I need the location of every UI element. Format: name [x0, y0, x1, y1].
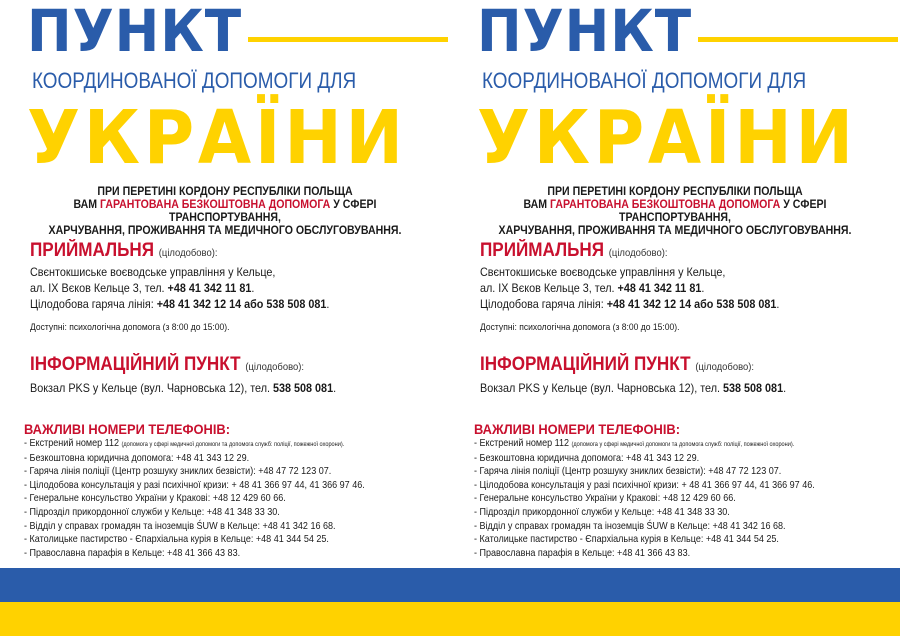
- phones-list-item: - Цілодобова консультація у разі психічної кризи: + 48 41 366 97 44, 41 366 97 46.: [474, 478, 815, 491]
- flag-yellow-stripe: [0, 602, 900, 636]
- reception-available: Доступні: психологічна допомога (з 8:00 до 15:00).: [30, 322, 230, 333]
- phones-list-item: - Відділ у справах громадян та іноземців ŚUW в Кельце: +48 41 342 16 68.: [474, 519, 786, 532]
- phones-list-item: - Гаряча лінія поліції (Центр розшуку зниклих безвісти): +48 47 72 123 07.: [24, 465, 332, 478]
- heading-yellow-bar: [698, 37, 898, 42]
- heading-word-punkt: ПУНКТ: [477, 0, 693, 65]
- info-point-details: Вокзал PKS у Кельце (вул. Чарновська 12), тел. 538 508 081.: [480, 381, 787, 395]
- poster-right: [450, 0, 900, 568]
- flag-blue-stripe: [0, 568, 900, 602]
- heading-yellow-bar: [248, 37, 448, 42]
- phones-list-item: - Католицьке пастирство - Єпархіальна курія в Кельце: +48 41 344 54 25.: [24, 533, 329, 546]
- heading-word-ukrainy: УКРАЇНИ: [477, 95, 857, 181]
- reception-available: Доступні: психологічна допомога (з 8:00 до 15:00).: [480, 322, 680, 333]
- info-point-details: Вокзал PKS у Кельце (вул. Чарновська 12), тел. 538 508 081.: [30, 381, 337, 395]
- heading-subtitle: КООРДИНОВАНОЇ ДОПОМОГИ ДЛЯ: [482, 68, 807, 93]
- phones-list-item: - Безкоштовна юридична допомога: +48 41 343 12 29.: [474, 451, 700, 464]
- phones-list: [24, 437, 365, 560]
- heading-word-punkt: ПУНКТ: [27, 0, 243, 65]
- info-point-title: ІНФОРМАЦІЙНИЙ ПУНКТ (цілодобово):: [480, 354, 755, 375]
- phones-title: ВАЖЛИВІ НОМЕРИ ТЕЛЕФОНІВ:: [24, 421, 230, 437]
- phones-list-item: - Відділ у справах громадян та іноземців ŚUW в Кельце: +48 41 342 16 68.: [24, 519, 336, 532]
- phones-title: ВАЖЛИВІ НОМЕРИ ТЕЛЕФОНІВ:: [474, 421, 680, 437]
- phones-list: [474, 437, 815, 560]
- phones-list-item: - Гаряча лінія поліції (Центр розшуку зниклих безвісти): +48 47 72 123 07.: [474, 465, 782, 478]
- reception-details: Свєнтокшиське воєводське управління у Кельце, ал. IX Вєков Кельце 3, тел. +48 41 342 11 81. Цілодобова гаряча лінія: +48 41 342 12 14 або 538 508 081.: [480, 265, 780, 311]
- intro-text: ПРИ ПЕРЕТИНІ КОРДОНУ РЕСПУБЛІКИ ПОЛЬЩА ВАМ ГАРАНТОВАНА БЕЗКОШТОВНА ДОПОМОГА У СФЕРІ ТРАНСПОРТУВАННЯ, ХАРЧУВАННЯ, ПРОЖИВАННЯ ТА МЕДИЧНОГО ОБСЛУГОВУВАННЯ.: [498, 186, 852, 237]
- phones-list-item: - Католицьке пастирство - Єпархіальна курія в Кельце: +48 41 344 54 25.: [474, 533, 779, 546]
- intro-text: ПРИ ПЕРЕТИНІ КОРДОНУ РЕСПУБЛІКИ ПОЛЬЩА ВАМ ГАРАНТОВАНА БЕЗКОШТОВНА ДОПОМОГА У СФЕРІ ТРАНСПОРТУВАННЯ, ХАРЧУВАННЯ, ПРОЖИВАННЯ ТА МЕДИЧНОГО ОБСЛУГОВУВАННЯ.: [48, 186, 402, 237]
- reception-details: Свєнтокшиське воєводське управління у Кельце, ал. IX Вєков Кельце 3, тел. +48 41 342 11 81. Цілодобова гаряча лінія: +48 41 342 12 14 або 538 508 081.: [30, 265, 330, 311]
- info-point-title: ІНФОРМАЦІЙНИЙ ПУНКТ (цілодобово):: [30, 354, 305, 375]
- heading-word-ukrainy: УКРАЇНИ: [27, 95, 407, 181]
- phones-list-item: - Екстрений номер 112 (допомога у сфері медичної допомоги та допомога служб: поліції, пожежної охорони).: [474, 437, 795, 449]
- phones-list-item: - Підрозділ прикордонної служби у Кельце: +48 41 348 33 30.: [24, 505, 280, 518]
- phones-list-item: - Православна парафія в Кельце: +48 41 366 43 83.: [474, 546, 691, 559]
- phones-list-item: - Православна парафія в Кельце: +48 41 366 43 83.: [24, 546, 241, 559]
- phones-list-item: - Підрозділ прикордонної служби у Кельце: +48 41 348 33 30.: [474, 505, 730, 518]
- phones-list-item: - Цілодобова консультація у разі психічної кризи: + 48 41 366 97 44, 41 366 97 46.: [24, 478, 365, 491]
- phones-list-item: - Генеральне консульство України у Кракові: +48 12 429 60 66.: [474, 492, 736, 505]
- phones-list-item: - Безкоштовна юридична допомога: +48 41 343 12 29.: [24, 451, 250, 464]
- phones-list-item: - Екстрений номер 112 (допомога у сфері медичної допомоги та допомога служб: поліції, пожежної охорони).: [24, 437, 345, 449]
- phones-list-item: - Генеральне консульство України у Кракові: +48 12 429 60 66.: [24, 492, 286, 505]
- reception-title: ПРИЙМАЛЬНЯ (цілодобово):: [480, 240, 668, 261]
- heading-subtitle: КООРДИНОВАНОЇ ДОПОМОГИ ДЛЯ: [32, 68, 357, 93]
- poster-left: [0, 0, 450, 568]
- reception-title: ПРИЙМАЛЬНЯ (цілодобово):: [30, 240, 218, 261]
